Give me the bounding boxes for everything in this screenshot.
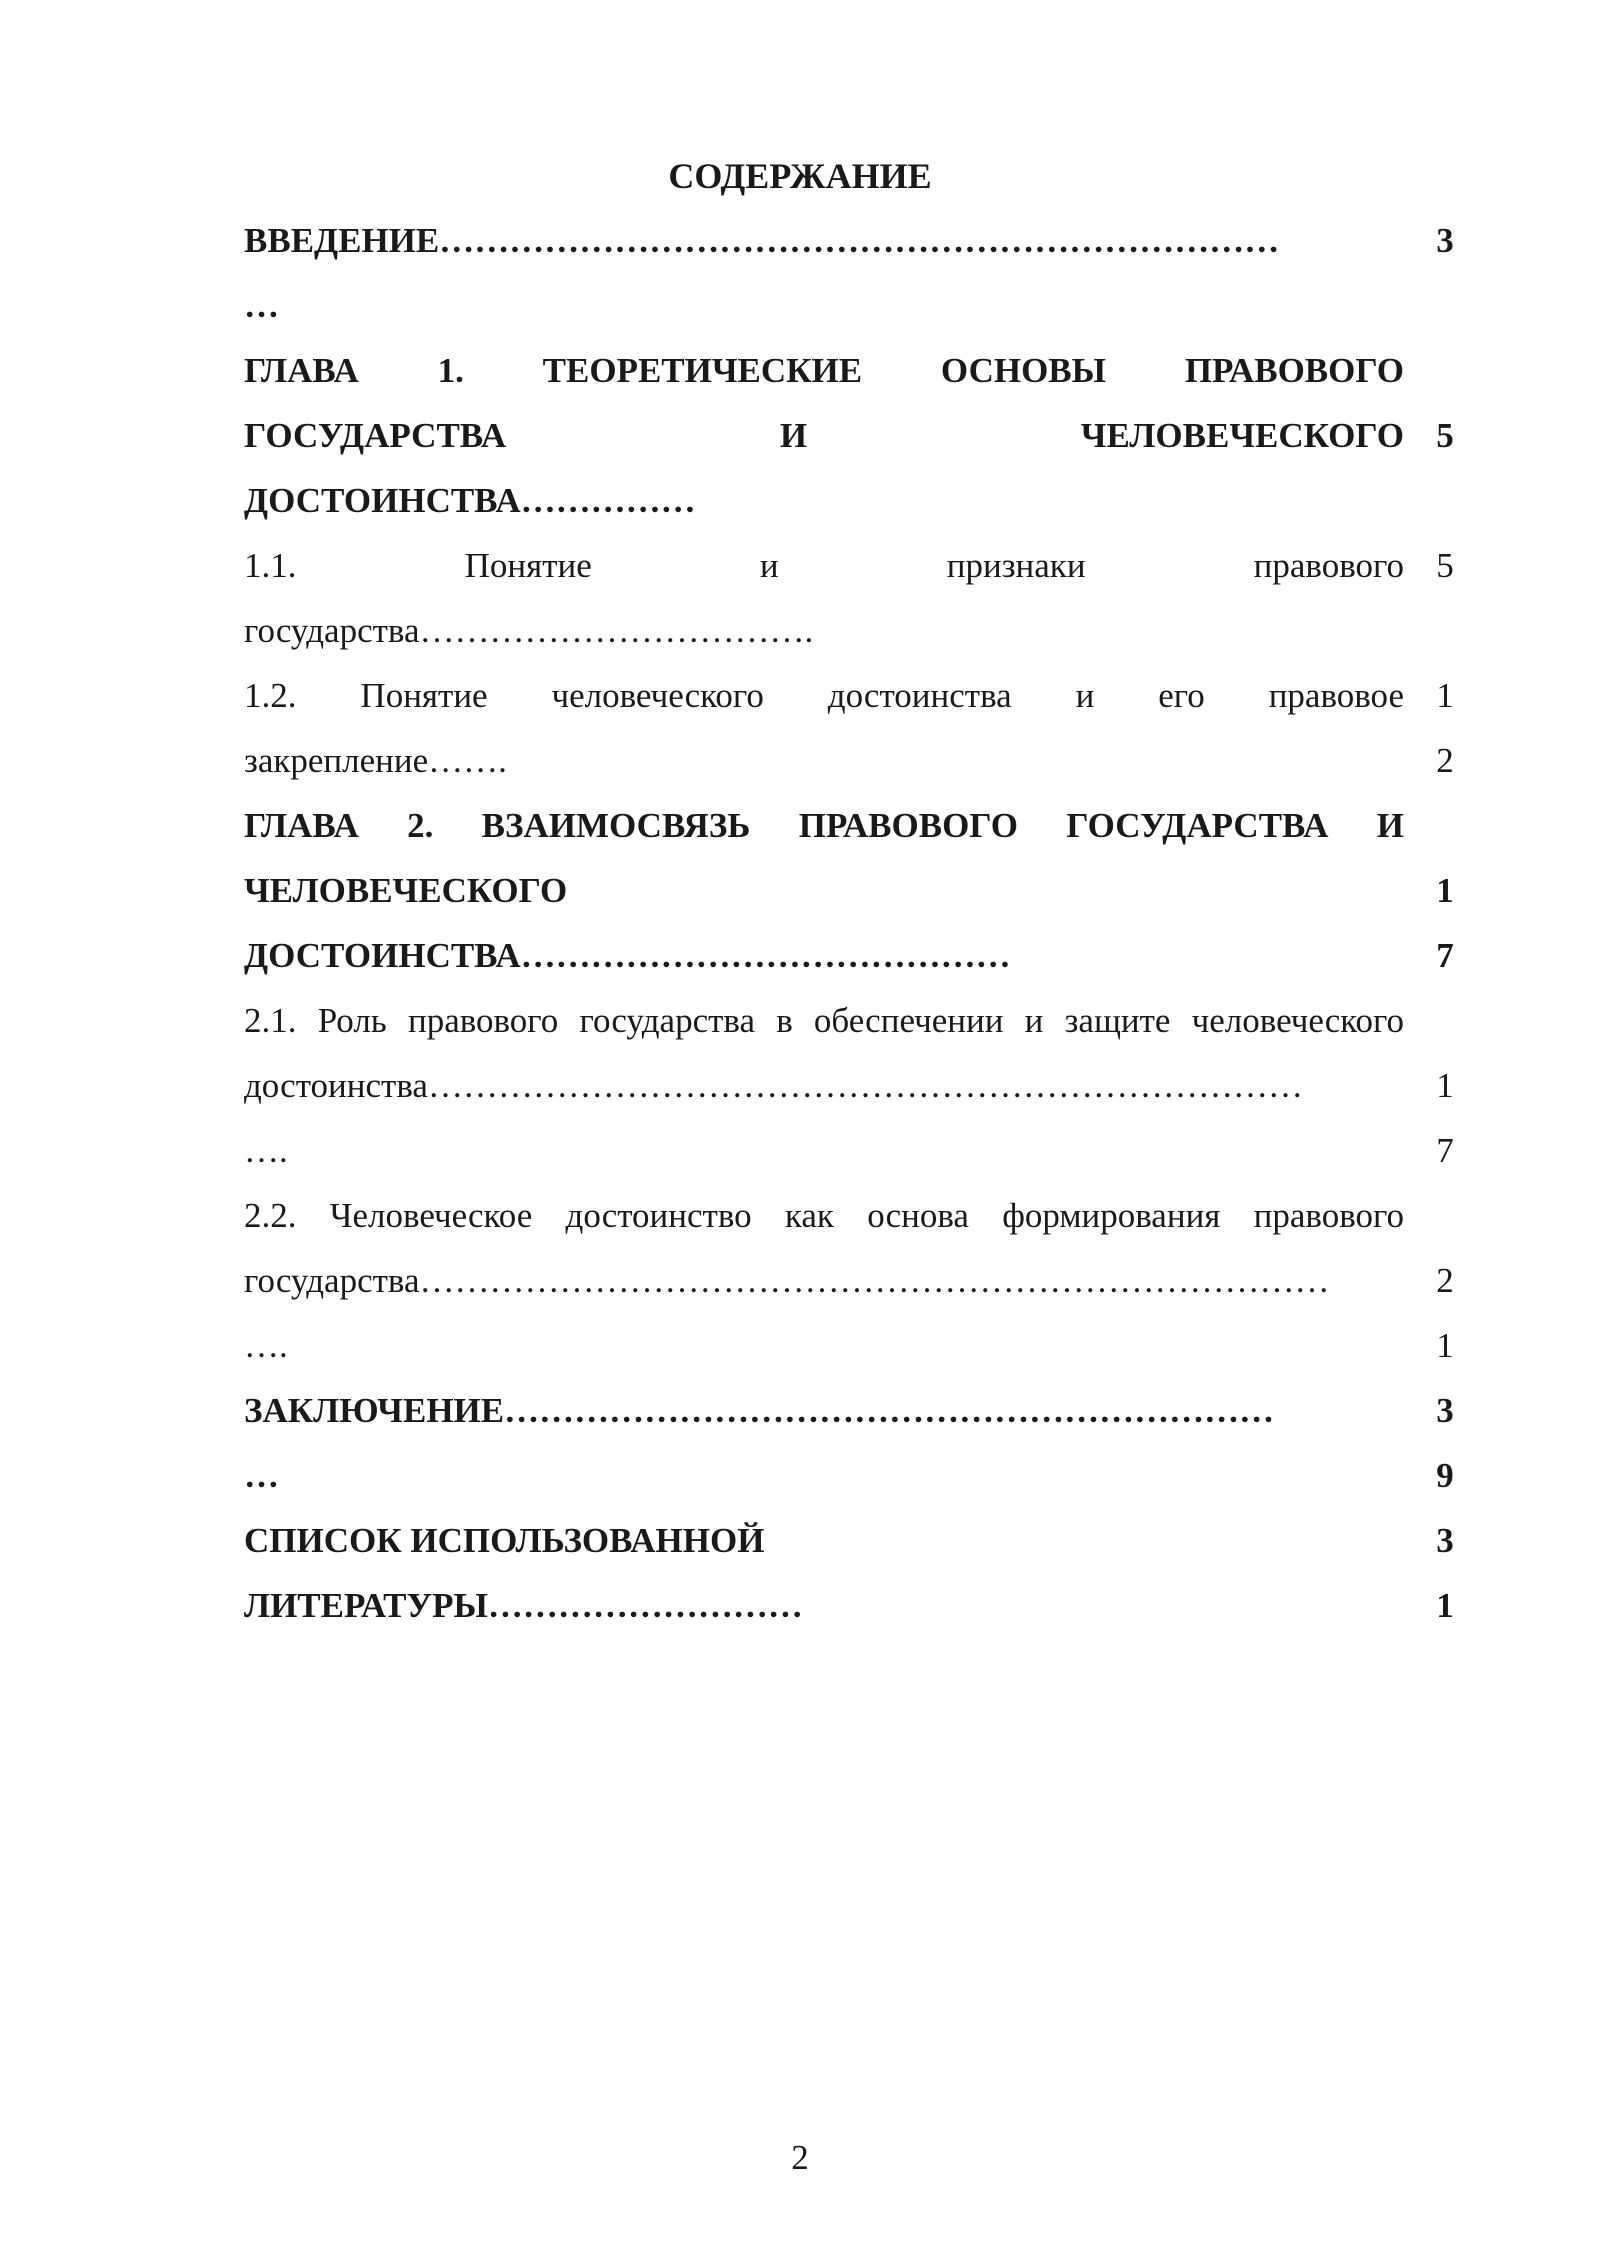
toc-line: ГЛАВА 1. ТЕОРЕТИЧЕСКИЕ ОСНОВЫ ПРАВОВОГО: [244, 351, 1404, 390]
toc-line: государства…………………………….: [244, 611, 814, 650]
toc-line: 2.1. Роль правового государства в обеспечении и защите человеческого: [244, 1001, 1404, 1040]
toc-line: СПИСОК ИСПОЛЬЗОВАННОЙ: [244, 1521, 765, 1560]
toc-page-number: 9: [1436, 1456, 1454, 1495]
toc-page-number: 3: [1436, 1521, 1454, 1560]
toc-page-number: 1: [1436, 1586, 1454, 1625]
toc-line: 2.2. Человеческое достоинство как основа формирования правового: [244, 1196, 1404, 1235]
toc-page-number: 1: [1436, 871, 1454, 910]
toc-line: ГЛАВА 2. ВЗАИМОСВЯЗЬ ПРАВОВОГО ГОСУДАРСТВА И: [244, 806, 1404, 845]
toc-line: закрепление…….: [244, 741, 507, 780]
page-number: 2: [791, 2138, 809, 2177]
toc-line: ДОСТОИНСТВА……………………………………: [244, 936, 1011, 975]
toc-page-number: 1: [1436, 1326, 1454, 1365]
toc-page-number: 3: [1436, 221, 1454, 260]
toc-page-number: 1: [1436, 1066, 1454, 1105]
page-title: СОДЕРЖАНИЕ: [668, 156, 932, 196]
toc-line: ГОСУДАРСТВА И ЧЕЛОВЕЧЕСКОГО: [244, 416, 1404, 455]
toc-line: …: [244, 1456, 279, 1495]
toc-page-number: 5: [1436, 416, 1454, 455]
toc-line: 1.2. Понятие человеческого достоинства и его правовое: [244, 676, 1404, 715]
toc-page-number: 2: [1436, 1261, 1454, 1300]
toc-line: ….: [244, 1326, 288, 1365]
toc-line: …: [244, 286, 279, 325]
toc-page-number: 7: [1436, 936, 1454, 975]
toc-line: ВВЕДЕНИЕ………………………………………………………………: [244, 221, 1280, 260]
toc-line: 1.1. Понятие и признаки правового: [244, 546, 1404, 585]
toc-page-number: 1: [1436, 676, 1454, 715]
toc-page-number: 7: [1436, 1131, 1454, 1170]
toc-page-number: 5: [1436, 546, 1454, 585]
toc-line: ЛИТЕРАТУРЫ………………………: [244, 1586, 803, 1625]
toc-line: государства……………………………………………………………………: [244, 1261, 1330, 1300]
toc-line: ….: [244, 1131, 288, 1170]
toc-page-number: 2: [1436, 741, 1454, 780]
toc-line: ЧЕЛОВЕЧЕСКОГО: [244, 871, 568, 910]
toc-line: достоинства…………………………………………………………………: [244, 1066, 1303, 1105]
toc-line: ДОСТОИНСТВА……………: [244, 481, 696, 520]
toc-page-number: 3: [1436, 1391, 1454, 1430]
toc-line: ЗАКЛЮЧЕНИЕ…………………………………………………………: [244, 1391, 1275, 1430]
